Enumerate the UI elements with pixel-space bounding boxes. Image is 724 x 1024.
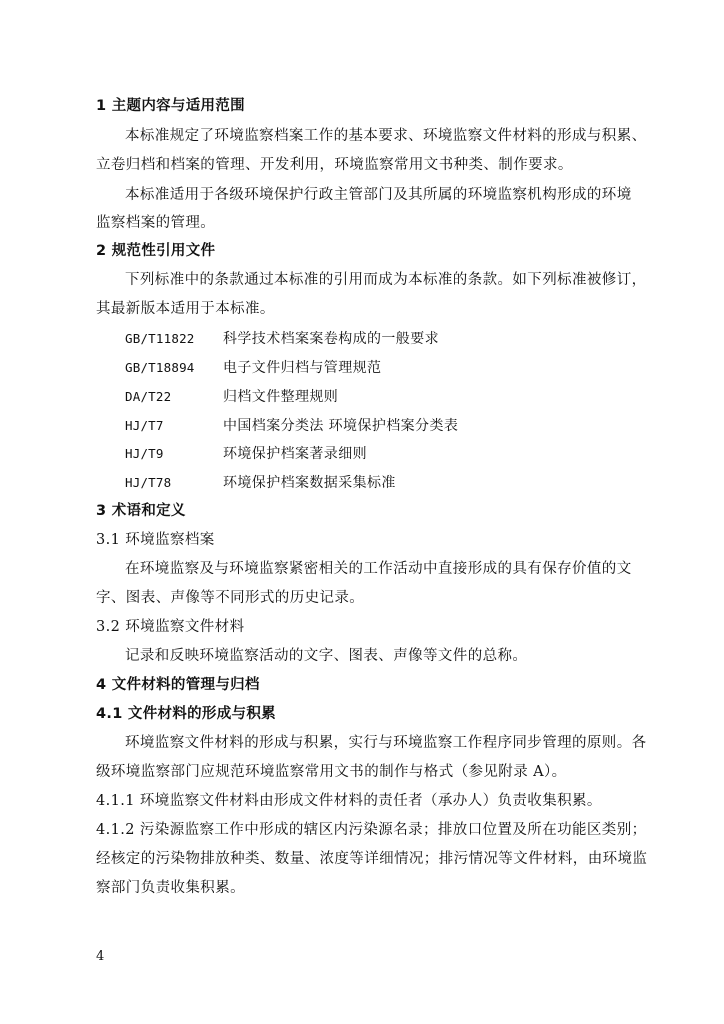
subsection-4-1-heading: 4.1 文件材料的形成与积累 xyxy=(96,706,276,722)
reference-code: GB/T18894 xyxy=(125,360,195,375)
reference-code: HJ/T7 xyxy=(125,418,164,433)
reference-row xyxy=(125,416,458,436)
term-3-2-definition: 记录和反映环境监察活动的文字、图表、声像等文件的总称。 xyxy=(125,648,528,664)
term-3-2-heading: 3.2 环境监察文件材料 xyxy=(96,619,245,635)
reference-row xyxy=(125,329,439,349)
section-1-paragraph-1-line-1: 本标准规定了环境监察档案工作的基本要求、环境监察文件材料的形成与积累、 xyxy=(125,128,647,144)
reference-title: 科学技术档案案卷构成的一般要求 xyxy=(223,331,439,347)
term-3-1-definition-line-2: 字、图表、声像等不同形式的历史记录。 xyxy=(96,590,365,606)
subsection-4-1-line-2: 级环境监察部门应规范环境监察常用文书的制作与格式（参见附录 A）。 xyxy=(96,764,567,780)
section-3-heading: 3 术语和定义 xyxy=(96,503,186,519)
subsection-4-1-line-1: 环境监察文件材料的形成与积累，实行与环境监察工作程序同步管理的原则。各 xyxy=(125,735,647,751)
item-4-1-2-line-3: 察部门负责收集积累。 xyxy=(96,880,245,896)
reference-code: HJ/T9 xyxy=(125,446,164,461)
section-1-paragraph-2-line-2: 监察档案的管理。 xyxy=(96,215,216,231)
reference-row xyxy=(125,444,367,464)
section-2-intro-line-2: 其最新版本适用于本标准。 xyxy=(96,301,275,317)
section-1-paragraph-1-line-2: 立卷归档和档案的管理、开发利用，环境监察常用文书种类、制作要求。 xyxy=(96,157,573,173)
reference-row xyxy=(125,358,381,378)
reference-code: HJ/T78 xyxy=(125,475,172,490)
section-2-intro-line-1: 下列标准中的条款通过本标准的引用而成为本标准的条款。如下列标准被修订， xyxy=(125,272,647,288)
reference-row xyxy=(125,473,396,493)
term-3-1-heading: 3.1 环境监察档案 xyxy=(96,532,215,548)
reference-code: DA/T22 xyxy=(125,389,172,404)
section-4-heading: 4 文件材料的管理与归档 xyxy=(96,677,260,693)
item-4-1-2-line-1: 4.1.2 污染源监察工作中形成的辖区内污染源名录；排放口位置及所在功能区类别； xyxy=(96,822,647,838)
section-1-heading: 1 主题内容与适用范围 xyxy=(96,98,245,114)
reference-code: GB/T11822 xyxy=(125,331,195,346)
section-1-paragraph-2-line-1: 本标准适用于各级环境保护行政主管部门及其所属的环境监察机构形成的环境 xyxy=(125,187,632,203)
reference-title: 环境保护档案数据采集标准 xyxy=(223,475,396,491)
page-number: 4 xyxy=(96,949,105,964)
reference-title: 电子文件归档与管理规范 xyxy=(223,360,382,376)
reference-title: 中国档案分类法 环境保护档案分类表 xyxy=(223,418,459,434)
section-2-heading: 2 规范性引用文件 xyxy=(96,243,216,259)
item-4-1-2-line-2: 经核定的污染物排放种类、数量、浓度等详细情况；排污情况等文件材料，由环境监 xyxy=(96,851,648,867)
reference-title: 归档文件整理规则 xyxy=(223,389,339,405)
term-3-1-definition-line-1: 在环境监察及与环境监察紧密相关的工作活动中直接形成的具有保存价值的文 xyxy=(125,561,632,577)
reference-row xyxy=(125,387,338,407)
reference-title: 环境保护档案著录细则 xyxy=(223,446,367,462)
item-4-1-1: 4.1.1 环境监察文件材料由形成文件材料的责任者（承办人）负责收集积累。 xyxy=(96,793,602,809)
